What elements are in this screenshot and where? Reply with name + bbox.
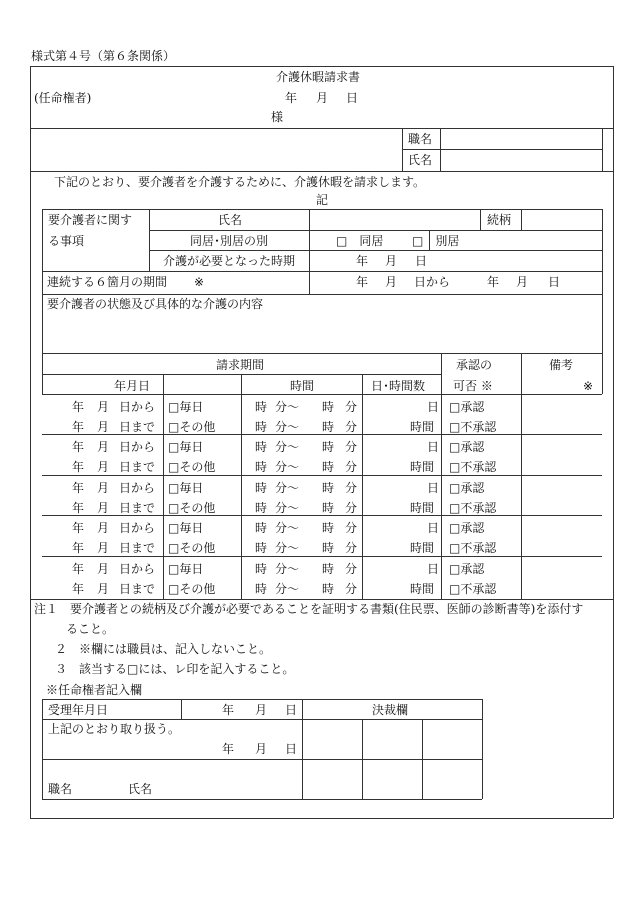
request-row-4-t3-m: 分～ <box>275 541 300 556</box>
request-row-2-y-bot: 年 <box>72 460 85 475</box>
request-row-4-m-bot: 月 <box>97 541 110 556</box>
grid-line-v-41 <box>302 699 303 799</box>
request-row-1-t4-m: 分 <box>345 420 358 434</box>
request-row-3-d-top: 日から <box>119 480 156 495</box>
request-row-5-d-top: 日から <box>119 561 156 576</box>
request-row-1-t1-h: 時 <box>255 400 268 414</box>
period6-to-month: 月 <box>516 275 529 289</box>
header-approval-2: 可否 ※ <box>453 379 493 393</box>
request-row-2-t4-h: 時 <box>322 460 335 475</box>
grid-line-h-45 <box>302 759 482 760</box>
request-row-4-d-top: 日から <box>119 521 156 536</box>
grid-line-h-34 <box>30 599 613 600</box>
period6-from-year: 年 <box>356 275 369 289</box>
request-row-2-t3-h: 時 <box>255 460 268 475</box>
request-row-1-freq-bot[interactable]: □その他 <box>168 420 216 434</box>
request-row-1-t2-h: 時 <box>322 400 335 414</box>
grid-line-v-19 <box>480 209 481 230</box>
ki-label: 記 <box>316 193 329 207</box>
request-row-5-t3-m: 分～ <box>275 581 300 596</box>
intro-text: 下記のとおり、要介護者を介護するために、介護休暇を請求します。 <box>54 175 426 189</box>
cohabit-label: 同居･別居の別 <box>190 234 269 248</box>
request-row-4-y-top: 年 <box>72 521 85 536</box>
handle-text: 上記のとおり取り扱う。 <box>48 722 181 736</box>
request-row-5-y-bot: 年 <box>72 581 85 596</box>
decision-label: 決裁欄 <box>372 703 409 717</box>
request-row-2-rej[interactable]: □不承認 <box>449 460 497 475</box>
grid-line-h-22 <box>42 353 602 354</box>
care-relation-label: 続柄 <box>487 213 512 227</box>
grid-line-h-32 <box>42 515 602 516</box>
grid-line-v-14 <box>309 209 310 294</box>
grid-line-v-25 <box>441 353 442 599</box>
request-row-2-appr[interactable]: □承認 <box>449 440 485 455</box>
grid-line-v-28 <box>241 374 242 599</box>
request-row-4-d-bot: 日まで <box>119 541 156 556</box>
request-row-2-d-top: 日から <box>119 440 156 455</box>
care-name-label: 氏名 <box>218 213 243 227</box>
grid-line-v-12 <box>602 209 603 394</box>
request-row-3-y-top: 年 <box>72 480 85 495</box>
request-row-3-t4-h: 時 <box>322 500 335 515</box>
note-1-line-2: ること。 <box>66 622 115 636</box>
header-date: 年月日 <box>114 379 151 393</box>
grid-line-h-30 <box>42 434 602 435</box>
request-row-3-freq-top[interactable]: □毎日 <box>168 480 204 495</box>
grid-line-v-21 <box>429 230 430 250</box>
request-row-3-t2-h: 時 <box>322 480 335 495</box>
request-row-4-t1-h: 時 <box>255 521 268 536</box>
grid-line-h-5 <box>402 149 602 150</box>
request-row-3-t3-m: 分～ <box>275 500 300 515</box>
request-row-5-t3-h: 時 <box>255 581 268 596</box>
request-row-1-cnt-bot: 時間 <box>410 420 435 434</box>
request-row-5-t1-h: 時 <box>255 561 268 576</box>
request-row-4-y-bot: 年 <box>72 541 85 556</box>
request-row-3-t2-m: 分 <box>345 480 358 495</box>
request-row-4-t3-h: 時 <box>255 541 268 556</box>
grid-line-h-6 <box>30 171 613 172</box>
request-row-3-m-bot: 月 <box>97 500 110 515</box>
request-row-2-t2-m: 分 <box>345 440 358 455</box>
request-row-2-t1-m: 分～ <box>275 440 300 455</box>
grid-line-h-33 <box>42 556 602 557</box>
request-row-5-t4-h: 時 <box>322 581 335 596</box>
request-row-4-t2-h: 時 <box>322 521 335 536</box>
need-month: 月 <box>385 254 398 268</box>
request-row-5-m-bot: 月 <box>97 581 110 596</box>
need-day: 日 <box>415 254 428 268</box>
request-row-5-t1-m: 分～ <box>275 561 300 576</box>
grid-line-h-16 <box>149 250 602 251</box>
request-row-2-t2-h: 時 <box>322 440 335 455</box>
grid-line-v-27 <box>163 374 164 599</box>
form-title: 介護休暇請求書 <box>276 70 361 84</box>
grid-line-v-40 <box>181 699 182 719</box>
grid-line-h-3 <box>30 818 613 819</box>
request-row-5-freq-top[interactable]: □毎日 <box>168 561 204 576</box>
request-row-1-t2-m: 分 <box>345 400 358 414</box>
header-period: 請求期間 <box>216 358 265 372</box>
request-row-3-y-bot: 年 <box>72 500 85 515</box>
request-row-3-t3-h: 時 <box>255 500 268 515</box>
request-row-4-t4-h: 時 <box>322 541 335 556</box>
grid-line-h-31 <box>42 475 602 476</box>
request-row-2-t4-m: 分 <box>345 460 358 475</box>
applicant-post-label: 職名 <box>408 132 433 146</box>
request-row-3-t4-m: 分 <box>345 500 358 515</box>
period6-label: 連続する６箇月の期間 <box>47 275 168 289</box>
request-row-1-d-bot: 日まで <box>119 420 156 434</box>
grid-line-v-13 <box>149 209 150 271</box>
received-month: 月 <box>255 703 268 717</box>
received-label: 受理年月日 <box>48 703 109 717</box>
grid-line-h-37 <box>302 719 482 720</box>
request-row-2-m-bot: 月 <box>97 460 110 475</box>
request-row-2-t3-m: 分～ <box>275 460 300 475</box>
request-row-2-d-bot: 日まで <box>119 460 156 475</box>
date-day: 日 <box>346 91 359 105</box>
request-row-4-t1-m: 分～ <box>275 521 300 536</box>
request-row-3-cnt-bot: 時間 <box>410 500 435 515</box>
grid-line-h-46 <box>42 799 482 800</box>
signer-name-label: 氏名 <box>128 782 153 796</box>
condition-label: 要介護者の状態及び具体的な介護の内容 <box>47 297 264 311</box>
request-row-4-appr[interactable]: □承認 <box>449 521 485 536</box>
request-row-2-freq-bot[interactable]: □その他 <box>168 460 216 475</box>
form-number: 様式第４号（第６条関係） <box>31 49 176 63</box>
grid-line-v-7 <box>402 128 403 171</box>
period6-to-day: 日 <box>548 275 561 289</box>
request-row-1-t4-h: 時 <box>322 420 335 434</box>
request-row-3-appr[interactable]: □承認 <box>449 480 485 495</box>
grid-line-h-10 <box>42 209 602 210</box>
request-row-2-cnt-bot: 時間 <box>410 460 435 475</box>
request-row-4-t4-m: 分 <box>345 541 358 556</box>
request-row-5-appr[interactable]: □承認 <box>449 561 485 576</box>
grid-line-v-11 <box>42 209 43 394</box>
note-2: ２ ※欄には職員は、記入しないこと。 <box>55 642 272 656</box>
handle-month: 月 <box>255 742 268 756</box>
grid-line-h-18 <box>42 294 602 295</box>
request-row-3-freq-bot[interactable]: □その他 <box>168 500 216 515</box>
request-row-5-d-bot: 日まで <box>119 581 156 596</box>
need-year: 年 <box>356 254 369 268</box>
request-row-3-t1-h: 時 <box>255 480 268 495</box>
request-row-1-freq-top[interactable]: □毎日 <box>168 400 204 414</box>
header-remarks-mark: ※ <box>583 379 594 393</box>
request-row-4-rej[interactable]: □不承認 <box>449 541 497 556</box>
request-row-3-t1-m: 分～ <box>275 480 300 495</box>
request-row-4-cnt-top: 日 <box>427 521 440 536</box>
period6-to-year: 年 <box>487 275 500 289</box>
request-row-2-m-top: 月 <box>97 440 110 455</box>
grid-line-h-24 <box>42 394 602 395</box>
cohabit-option-separate[interactable]: □ 別居 <box>412 234 460 248</box>
request-row-1-m-bot: 月 <box>97 420 110 434</box>
request-row-4-m-top: 月 <box>97 521 110 536</box>
request-row-1-appr[interactable]: □承認 <box>449 400 485 414</box>
request-row-4-freq-bot[interactable]: □その他 <box>168 541 216 556</box>
grid-line-v-20 <box>521 209 522 230</box>
request-row-1-t1-m: 分～ <box>275 400 300 414</box>
date-year: 年 <box>285 91 298 105</box>
request-row-5-freq-bot[interactable]: □その他 <box>168 581 216 596</box>
care-heading-1: 要介護者に関す <box>48 213 133 227</box>
request-row-2-t1-h: 時 <box>255 440 268 455</box>
appointer-section-heading: ※任命権者記入欄 <box>46 683 143 697</box>
request-row-3-m-top: 月 <box>97 480 110 495</box>
cohabit-option-together[interactable]: □ 同居 <box>336 234 384 248</box>
grid-line-v-9 <box>602 128 603 171</box>
grid-line-v-39 <box>482 699 483 799</box>
note-1-line-1: 注１ 要介護者との続柄及び介護が必要であることを証明する書類(住民票、医師の診断書等)を添付す <box>34 602 584 616</box>
request-row-2-cnt-top: 日 <box>427 440 440 455</box>
request-row-1-y-top: 年 <box>72 400 85 414</box>
grid-line-h-0 <box>30 66 613 67</box>
header-approval-1: 承認の <box>456 358 493 372</box>
date-month: 月 <box>316 91 329 105</box>
request-row-3-d-bot: 日まで <box>119 500 156 515</box>
request-row-5-rej[interactable]: □不承認 <box>449 581 497 596</box>
care-heading-2: る事項 <box>48 234 85 248</box>
need-period-label: 介護が必要となった時期 <box>163 254 296 268</box>
appointer-label: (任命権者) <box>34 91 92 105</box>
header-remarks: 備考 <box>549 358 574 372</box>
grid-line-v-29 <box>362 374 363 599</box>
header-time: 時間 <box>290 379 315 393</box>
request-row-5-t2-m: 分 <box>345 561 358 576</box>
request-row-1-rej[interactable]: □不承認 <box>449 420 497 434</box>
request-row-1-cnt-top: 日 <box>427 400 440 414</box>
grid-line-h-35 <box>42 699 482 700</box>
request-row-3-cnt-top: 日 <box>427 480 440 495</box>
grid-line-v-2 <box>613 66 614 818</box>
received-year: 年 <box>222 703 235 717</box>
grid-line-v-1 <box>30 66 31 818</box>
applicant-name-label: 氏名 <box>408 153 433 167</box>
handle-year: 年 <box>222 742 235 756</box>
request-row-4-t2-m: 分 <box>345 521 358 536</box>
grid-line-v-8 <box>440 128 441 171</box>
handle-day: 日 <box>285 742 298 756</box>
request-row-5-y-top: 年 <box>72 561 85 576</box>
request-row-5-cnt-top: 日 <box>427 561 440 576</box>
period6-from-day: 日から <box>414 275 451 289</box>
note-3: ３ 該当する□には、レ印を記入すること。 <box>55 662 295 676</box>
request-row-5-t4-m: 分 <box>345 581 358 596</box>
request-row-2-freq-top[interactable]: □毎日 <box>168 440 204 455</box>
request-row-5-t2-h: 時 <box>322 561 335 576</box>
request-row-4-freq-top[interactable]: □毎日 <box>168 521 204 536</box>
request-row-1-t3-m: 分～ <box>275 420 300 434</box>
grid-line-h-17 <box>42 271 602 272</box>
request-row-1-t3-h: 時 <box>255 420 268 434</box>
grid-line-h-4 <box>30 128 613 129</box>
request-row-3-rej[interactable]: □不承認 <box>449 500 497 515</box>
request-row-5-cnt-bot: 時間 <box>410 581 435 596</box>
header-count: 日･時間数 <box>371 379 426 393</box>
period6-from-month: 月 <box>385 275 398 289</box>
request-row-1-d-top: 日から <box>119 400 156 414</box>
honorific: 様 <box>271 110 284 124</box>
period6-mark: ※ <box>194 275 205 289</box>
request-row-1-m-top: 月 <box>97 400 110 414</box>
request-row-4-cnt-bot: 時間 <box>410 541 435 556</box>
grid-line-h-15 <box>149 230 602 231</box>
grid-line-v-38 <box>42 699 43 799</box>
grid-line-v-26 <box>521 353 522 599</box>
request-row-2-y-top: 年 <box>72 440 85 455</box>
signer-post-label: 職名 <box>48 782 73 796</box>
received-day: 日 <box>285 703 298 717</box>
request-row-1-y-bot: 年 <box>72 420 85 434</box>
request-row-5-m-top: 月 <box>97 561 110 576</box>
